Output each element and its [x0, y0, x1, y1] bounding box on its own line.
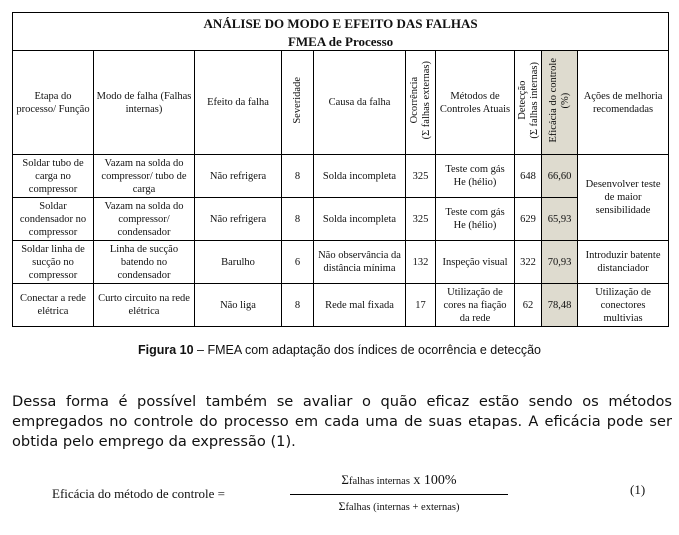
fmea-table — [12, 12, 669, 327]
cell-metodos: Inspeção visual — [436, 241, 515, 284]
equation-denominator-sub: falhas (internas + externas) — [345, 502, 460, 513]
header-ocorrencia — [406, 51, 436, 155]
cell-efeito: Barulho — [195, 241, 282, 284]
figure-caption-label: Figura 10 — [137, 343, 194, 357]
cell-causa: Não observância da distância mínima — [318, 250, 401, 274]
cell-eficacia: 78,48 — [542, 284, 578, 327]
header-ocorrencia-line2: (Σ falhas externas) — [420, 61, 432, 140]
header-eficacia-line1: Eficácia do controle — [547, 58, 559, 143]
body-paragraph: Dessa forma é possível também se avaliar o quão eficaz estão sendo os métodos empregados no controle do processo em cada uma de suas etapas. A eficácia pode ser obtida pelo emprego da expressão (1). — [12, 393, 672, 450]
cell-etapa: Soldar condensador no compressor — [19, 200, 87, 238]
cell-modo: Vazam na solda do compressor/ condensador — [104, 200, 184, 238]
header-causa: Causa da falha — [314, 51, 406, 155]
cell-efeito: Não refrigera — [195, 198, 282, 241]
header-etapa: Etapa do processo/ Função — [13, 51, 94, 155]
equation-sigma-den: Σ — [338, 499, 346, 513]
cell-deteccao: 648 — [515, 155, 542, 198]
cell-modo: Curto circuito na rede elétrica — [94, 284, 195, 327]
header-metodos: Métodos de Controles Atuais — [436, 51, 515, 155]
cell-deteccao: 62 — [515, 284, 542, 327]
cell-causa: Rede mal fixada — [314, 284, 406, 327]
cell-acoes-merged: Desenvolver teste de maior sensibilidade — [578, 155, 669, 241]
table-row — [13, 284, 669, 327]
cell-causa: Solda incompleta — [314, 155, 406, 198]
equation-fraction — [290, 472, 508, 514]
header-acoes: Ações de melhoria recomendadas — [578, 51, 669, 155]
table-title: ANÁLISE DO MODO E EFEITO DAS FALHAS — [13, 13, 669, 34]
cell-ocorrencia: 17 — [406, 284, 436, 327]
equation-numerator-times: x 100% — [409, 473, 457, 488]
equation-denominator — [290, 499, 508, 514]
header-deteccao-line1: Detecção — [517, 80, 528, 121]
table-row — [13, 198, 669, 241]
cell-acoes: Introduzir batente distanciador — [585, 250, 661, 274]
cell-eficacia: 70,93 — [542, 241, 578, 284]
fraction-bar — [290, 494, 508, 495]
cell-causa: Solda incompleta — [314, 198, 406, 241]
cell-severidade: 8 — [282, 198, 314, 241]
cell-deteccao: 322 — [515, 241, 542, 284]
header-modo: Modo de falha (Falhas internas) — [94, 51, 195, 155]
header-severidade — [282, 51, 314, 155]
cell-acoes: Utilização de conectores multivias — [595, 286, 651, 324]
header-deteccao — [515, 51, 542, 155]
equation-numerator — [290, 472, 508, 492]
cell-metodos: Teste com gás He (hélio) — [436, 155, 515, 198]
cell-efeito: Não liga — [195, 284, 282, 327]
cell-severidade: 8 — [282, 155, 314, 198]
header-severidade-text: Severidade — [291, 77, 303, 124]
cell-ocorrencia: 325 — [406, 198, 436, 241]
cell-severidade: 8 — [282, 284, 314, 327]
header-ocorrencia-line1: Ocorrência — [408, 77, 420, 124]
cell-eficacia: 65,93 — [542, 198, 578, 241]
cell-etapa: Soldar linha de sucção no compressor — [21, 243, 85, 281]
cell-metodos: Utilização de cores na fiação da rede — [443, 286, 507, 324]
cell-severidade: 6 — [282, 241, 314, 284]
cell-efeito: Não refrigera — [195, 155, 282, 198]
cell-etapa: Soldar tubo de carga no compressor — [22, 157, 84, 195]
figure-caption-text: – FMEA com adaptação dos índices de ocorrência e detecção — [193, 343, 541, 357]
cell-eficacia: 66,60 — [542, 155, 578, 198]
cell-ocorrencia: 132 — [406, 241, 436, 284]
equation-number: (1) — [630, 482, 646, 497]
cell-deteccao: 629 — [515, 198, 542, 241]
cell-ocorrencia: 325 — [406, 155, 436, 198]
equation-numerator-sub: falhas internas — [348, 476, 410, 487]
cell-etapa: Conectar a rede elétrica — [13, 284, 94, 327]
header-eficacia — [542, 51, 578, 155]
header-deteccao-line2: (Σ falhas internas) — [529, 62, 540, 139]
equation-label: Eficácia do método de controle = — [52, 486, 226, 501]
figure-caption — [0, 343, 679, 357]
table-row — [13, 155, 669, 198]
equation-sigma: Σ — [341, 472, 349, 487]
cell-metodos: Teste com gás He (hélio) — [436, 198, 515, 241]
header-efeito: Efeito da falha — [195, 51, 282, 155]
table-row — [13, 241, 669, 284]
cell-modo: Linha de sucção batendo no condensador — [109, 243, 179, 281]
header-eficacia-line2: (%) — [559, 92, 571, 109]
table-subtitle: FMEA de Processo — [13, 33, 669, 51]
cell-modo: Vazam na solda do compressor/ tubo de carga — [101, 157, 187, 195]
